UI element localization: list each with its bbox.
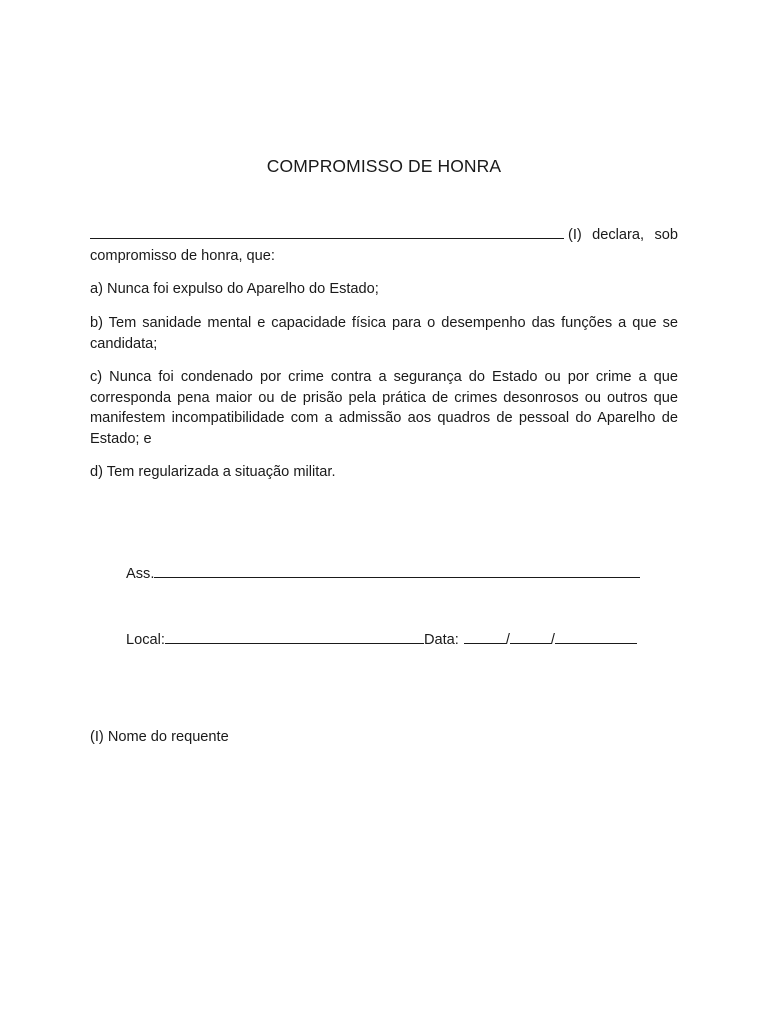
name-blank-line[interactable] (90, 224, 564, 239)
date-day-blank[interactable] (464, 629, 506, 644)
signature-row (126, 563, 640, 582)
signature-blank-line[interactable] (154, 563, 640, 578)
date-separator-2: / (550, 632, 555, 648)
declaration-intro (90, 224, 678, 266)
date-separator-1: / (505, 632, 510, 648)
local-blank-line[interactable] (165, 629, 424, 644)
document-title: COMPROMISSO DE HONRA (266, 156, 502, 176)
declara-text: (I) declara, sob (568, 227, 678, 243)
declaration-second-line: compromisso de honra, que: (90, 247, 275, 264)
date-month-blank[interactable] (510, 629, 551, 644)
item-a: a) Nunca foi expulso do Aparelho do Estado; (90, 281, 379, 297)
item-d: d) Tem regularizada a situação militar. (90, 464, 336, 480)
signature-label: Ass. (126, 566, 155, 582)
declaration-first-line (90, 224, 678, 246)
item-c: c) Nunca foi condenado por crime contra a segurança do Estado ou por crime a que corresponda pena maior ou de prisão pela prática de crimes desonrosos ou outros que manifestem incompatibilidade com a admissão aos quadros de pessoal do Aparelho de Estado; e (90, 369, 678, 447)
item-b: b) Tem sanidade mental e capacidade física para o desempenho das funções a que se candidata; (90, 315, 678, 352)
date-year-blank[interactable] (555, 629, 637, 644)
local-label: Local: (126, 632, 165, 648)
local-date-row (126, 629, 637, 648)
footnote: (I) Nome do requente (90, 729, 229, 745)
date-label: Data: (423, 632, 459, 648)
